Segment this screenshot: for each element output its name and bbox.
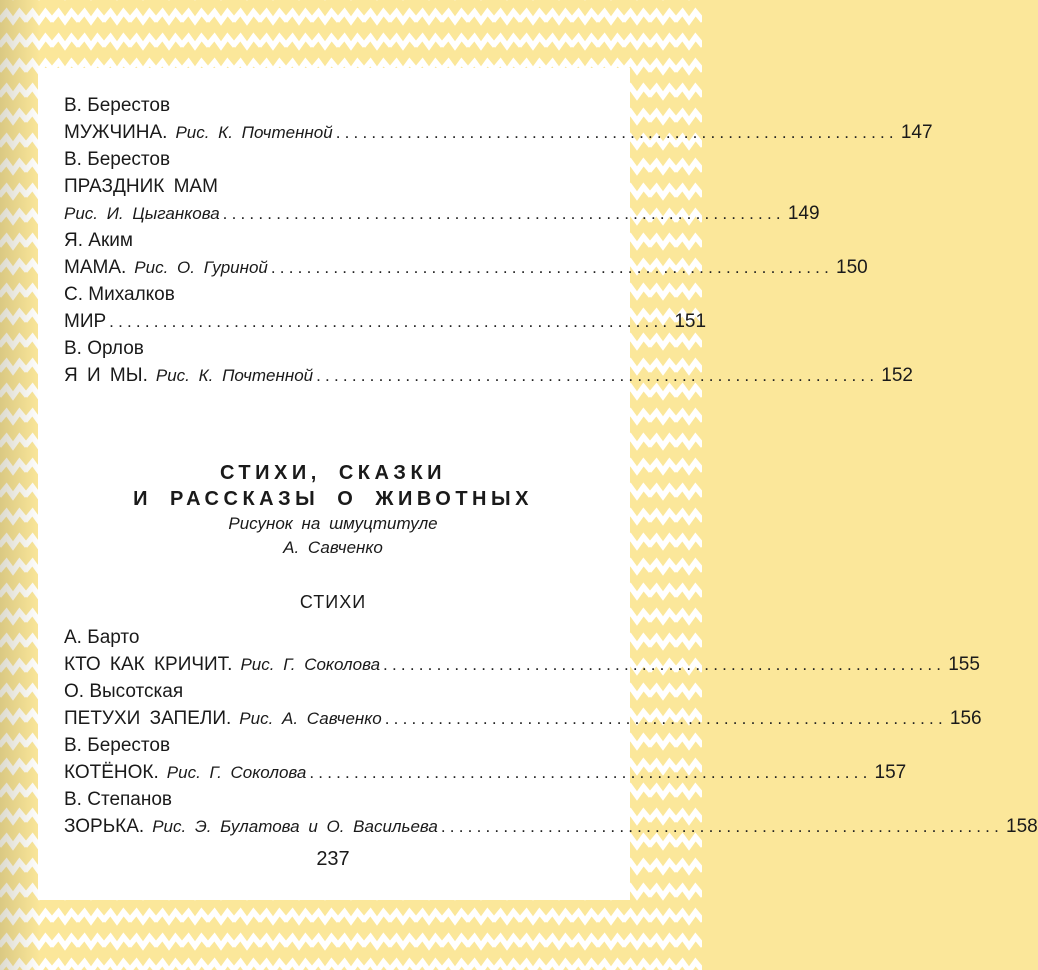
toc-page-number: 151 [674,311,707,332]
toc-author: С. Михалков [64,284,175,305]
toc-illustration: Рис. И. Цыганкова [64,204,220,223]
toc-line [64,652,980,679]
toc-author: Я. Аким [64,230,133,251]
toc-entry [64,787,1038,841]
toc-entry [64,228,868,282]
toc-entry [64,625,980,679]
toc-title: ПЕТУХИ ЗАПЕЛИ. [64,708,232,729]
toc-author: В. Берестов [64,95,171,116]
page-number: 237 [316,848,350,870]
toc-line [64,760,907,787]
section-subtitle: Рисунок на шмуцтитуле [228,514,438,533]
toc-title: МИР [64,311,107,332]
toc-page-number: 149 [787,203,820,224]
toc-illustration: Рис. Г. Соколова [166,763,307,782]
toc-line [64,120,933,147]
toc-author: А. Барто [64,627,140,648]
subsection-heading: СТИХИ [299,592,367,612]
leader-dots: ............................................................... [109,312,672,331]
toc-title: КТО КАК КРИЧИТ. [64,654,233,675]
toc-illustration: Рис. О. Гуриной [134,258,268,277]
toc-line [64,309,707,336]
toc-line [64,814,1038,841]
toc-author: В. Степанов [64,789,173,810]
book-spine-shadow [0,0,40,970]
toc-page-number: 150 [836,257,868,278]
toc-author: В. Орлов [64,338,144,359]
toc-upper [64,93,933,390]
section-heading [64,460,602,560]
toc-illustration: Рис. Э. Булатова и О. Васильева [152,817,438,836]
toc-entry [64,282,707,336]
toc-page-number: 152 [881,365,913,386]
toc-line [64,706,982,733]
toc-title: ПРАЗДНИК МАМ [64,176,218,197]
section-title-line1: СТИХИ, СКАЗКИ [219,462,447,484]
toc-illustration: Рис. К. Почтенной [155,366,314,385]
leader-dots: ............................................................... [383,655,946,674]
toc-page-number: 155 [948,654,980,675]
toc-author: В. Берестов [64,735,171,756]
leader-dots: ............................................................... [222,204,785,223]
toc-line [64,201,820,228]
leader-dots: ............................................................... [335,123,898,142]
toc-title: ЗОРЬКА. [64,816,145,837]
leader-dots: ............................................................... [316,366,879,385]
toc-line [64,255,868,282]
toc-page-number: 147 [900,122,933,143]
toc-page-number: 156 [949,708,982,729]
section-subtitle-artist: А. Савченко [283,538,383,557]
leader-dots: ............................................................... [309,763,872,782]
toc-line [64,363,913,390]
toc-entry [64,147,820,228]
toc-entry [64,93,933,147]
toc-illustration: Рис. А. Савченко [239,709,382,728]
toc-author: В. Берестов [64,149,171,170]
toc-entry [64,336,913,390]
toc-title: МУЖЧИНА. [64,122,168,143]
toc-illustration: Рис. К. Почтенной [175,123,333,142]
leader-dots: ............................................................... [440,817,1004,836]
toc-entry [64,733,907,787]
section-title-line2: И РАССКАЗЫ О ЖИВОТНЫХ [133,488,533,510]
leader-dots: ............................................................... [384,709,947,728]
toc-title: Я И МЫ. [64,365,148,386]
toc-title: КОТЁНОК. [64,762,159,783]
leader-dots: ............................................................... [270,258,834,277]
toc-page-number: 158 [1006,816,1038,837]
toc-title: МАМА. [64,257,127,278]
toc-author: О. Высотская [64,681,184,702]
toc-page-number: 157 [874,762,907,783]
toc-illustration: Рис. Г. Соколова [240,655,381,674]
toc-entry [64,679,982,733]
toc-lower [64,625,1038,841]
